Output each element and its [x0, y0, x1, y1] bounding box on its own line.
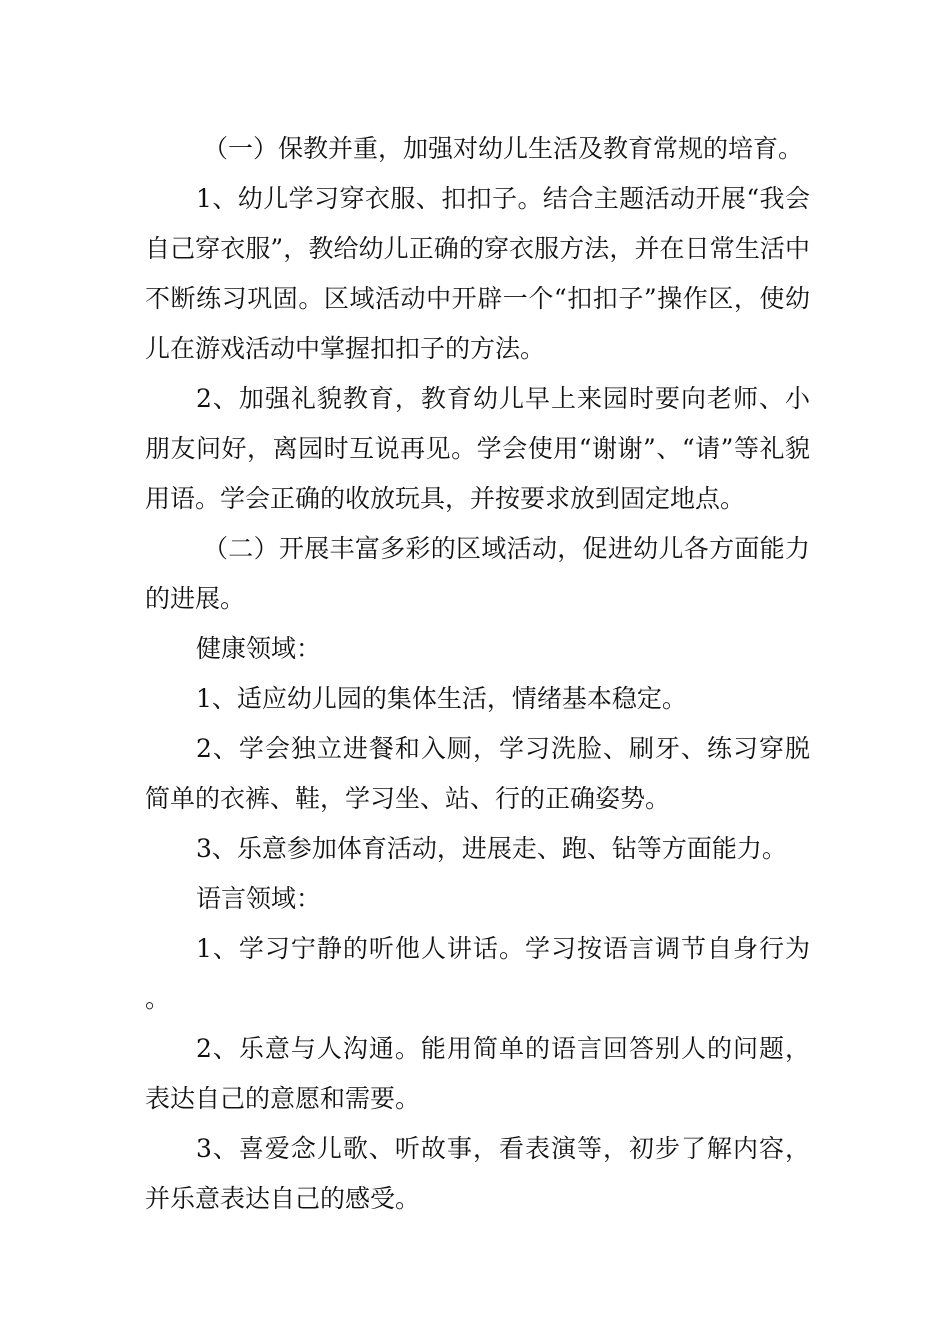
- health-item-2: 2、学会独立进餐和入厕，学习洗脸、刷牙、练习穿脱简单的衣裤、鞋，学习坐、站、行的正确姿势。: [145, 734, 810, 813]
- language-item-3: 3、喜爱念儿歌、听故事，看表演等，初步了解内容，并乐意表达自己的感受。: [145, 1134, 810, 1213]
- section-heading-2: （二）开展丰富多彩的区域活动，促进幼儿各方面能力的进展。: [145, 534, 810, 613]
- health-item-1: 1、适应幼儿园的集体生活，情绪基本稳定。: [196, 684, 687, 713]
- subheading-health: 健康领域：: [196, 634, 322, 663]
- subheading-language: 语言领域：: [196, 884, 322, 913]
- paragraph-dressing: 1、幼儿学习穿衣服、扣扣子。结合主题活动开展“我会自己穿衣服”，教给幼儿正确的穿衣服方法，并在日常生活中不断练习巩固。区域活动中开辟一个“扣扣子”操作区，使幼儿在游戏活动中掌握扣扣子的方法。: [145, 184, 810, 363]
- section-heading-1: （一）保教并重，加强对幼儿生活及教育常规的培育。: [203, 134, 804, 163]
- paragraph-manners: 2、加强礼貌教育，教育幼儿早上来园时要向老师、小朋友问好，离园时互说再见。学会使用“谢谢”、“请”等礼貌用语。学会正确的收放玩具，并按要求放到固定地点。: [145, 384, 810, 513]
- document-body: [145, 124, 810, 1224]
- health-item-3: 3、乐意参加体育活动，进展走、跑、钻等方面能力。: [196, 834, 787, 863]
- language-item-1: 1、学习宁静的听他人讲话。学习按语言调节自身行为。: [145, 934, 810, 1013]
- language-item-2: 2、乐意与人沟通。能用简单的语言回答别人的问题，表达自己的意愿和需要。: [145, 1034, 810, 1113]
